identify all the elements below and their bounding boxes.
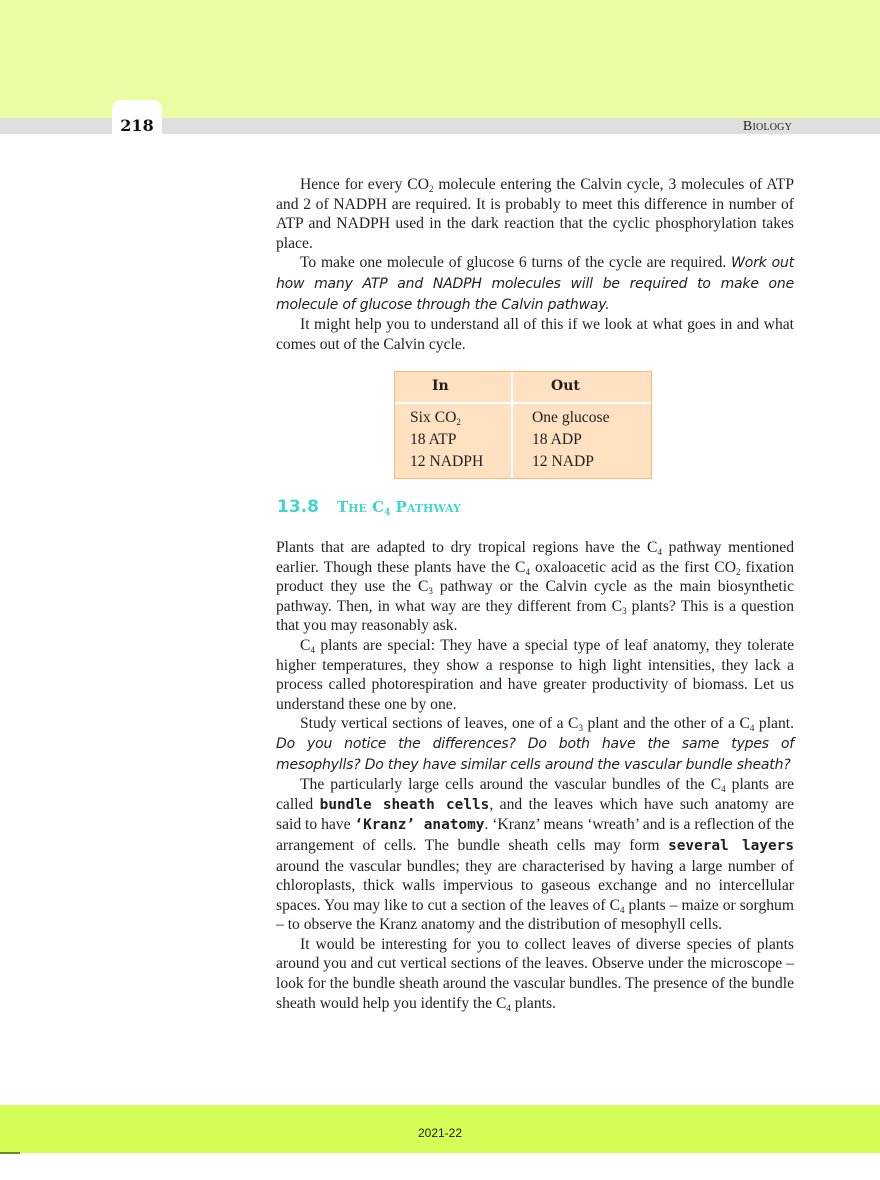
text: . ‘Kranz’ means ‘wreath’ and is a reflection of the arrangement of cells. The bundle sheath cells may form — [276, 816, 794, 854]
italic-question: Do you notice the differences? Do both have the same types of mesophylls? Do they have similar cells around the vascular bundle sheath? — [276, 735, 794, 773]
subscript: 4 — [657, 547, 662, 557]
paragraph — [276, 253, 794, 315]
subscript: 4 — [506, 1002, 511, 1013]
text: plants. — [510, 994, 556, 1012]
text: Hence for every CO — [300, 176, 429, 193]
paragraph: It might help you to understand all of this if we look at what goes in and what comes out of the Calvin cycle. — [276, 316, 794, 353]
text: pathway mentioned earlier. Though these plants have the C — [276, 539, 795, 576]
key-term: ‘Kranz’ anatomy — [354, 817, 485, 834]
text: around the vascular bundles; they are characterised by having a large number of chloroplasts, thick walls impervious to gaseous exchange and no intercellular spaces. You may like to cut a section of the leaves of C — [276, 857, 794, 914]
table-cell-in: 12 NADPH — [410, 453, 484, 470]
footer-year: 2021-22 — [417, 1126, 463, 1140]
running-head: Biology — [742, 119, 792, 134]
text: Six CO — [410, 409, 457, 426]
subscript: 4 — [525, 566, 530, 577]
table-cell-out: 18 ADP — [532, 431, 582, 448]
text: C — [300, 636, 311, 654]
text: Study vertical sections of leaves, one of a C — [300, 715, 579, 733]
text: fixation product they use the C — [276, 558, 795, 596]
section-number: 13.8 — [277, 497, 319, 517]
text: Pathway — [390, 498, 461, 516]
subscript: 2 — [735, 566, 741, 577]
paragraph — [276, 775, 794, 935]
key-term: bundle sheath cells — [319, 796, 490, 813]
subscript: 4 — [721, 784, 726, 795]
table-cell-in — [410, 407, 461, 429]
paragraph — [276, 636, 794, 714]
subscript: 2 — [428, 184, 434, 194]
text: Plants that are adapted to dry tropical regions have the C — [276, 539, 658, 556]
page-number: 218 — [120, 116, 154, 135]
text: plant. — [754, 715, 795, 733]
text: plants are called — [276, 776, 794, 813]
section-title — [337, 498, 461, 516]
paragraph — [276, 714, 794, 775]
italic-question: Work out how many ATP and NADPH molecules will be required to make one molecule of glucose through the Calvin pathway. — [276, 255, 794, 313]
text: plants are special: They have a special type of leaf anatomy, they tolerate higher temperatures, they show a response to high light intensities, they lack a process called photorespiration and have greater productivity of biomass. Let us understand these one by one. — [276, 636, 794, 713]
paragraph — [276, 175, 794, 253]
calvin-in-out-table — [394, 371, 652, 479]
table-header-out: Out — [551, 378, 580, 394]
intro-text — [276, 175, 794, 354]
subscript: 4 — [749, 723, 755, 734]
text: , and the leaves which have such anatomy are said to have — [276, 795, 794, 834]
section-body — [276, 538, 794, 1013]
paragraph — [276, 538, 794, 636]
text: pathway or the Calvin cycle as the main biosynthetic pathway. Then, in what way are they different from C — [276, 578, 794, 615]
text: molecule entering the Calvin cycle, 3 molecules of ATP and 2 of NADPH are required. It is probably to meet this difference in number of ATP and NADPH used in the dark reaction that the cyclic phosphorylation takes place. — [276, 176, 794, 252]
subscript: 2 — [456, 417, 461, 427]
subscript: 3 — [428, 586, 433, 597]
subscript: 4 — [384, 508, 391, 518]
row-divider — [395, 402, 651, 404]
subscript: 3 — [578, 723, 583, 734]
column-divider — [511, 372, 513, 478]
subscript: 4 — [310, 644, 315, 655]
table-cell-out: One glucose — [532, 409, 610, 426]
section-heading — [277, 497, 461, 517]
table-cell-out: 12 NADP — [532, 453, 594, 470]
table-header-in: In — [432, 378, 449, 394]
key-term: several layers — [668, 837, 794, 854]
footer-mark — [0, 1152, 20, 1154]
text: plants? This is a question that you may reasonably ask. — [276, 597, 794, 635]
paragraph — [276, 935, 794, 1013]
subscript: 3 — [622, 605, 627, 616]
text: It would be interesting for you to collect leaves of diverse species of plants around you and cut vertical sections of the leaves. Observe under the microscope – look for the bundle sheath around the vascular bundles. The presence of the bundle sheath would help you identify the C — [276, 935, 794, 1012]
text: oxaloacetic acid as the first CO — [529, 558, 736, 576]
text: The particularly large cells around the vascular bundles of the C — [300, 776, 722, 794]
table-cell-in: 18 ATP — [410, 431, 457, 448]
subscript: 4 — [620, 904, 625, 915]
text: To make one molecule of glucose 6 turns of the cycle are required. — [300, 254, 732, 272]
text: plant and the other of a C — [582, 715, 750, 733]
text: plants – maize or sorghum – to observe the Kranz anatomy and the distribution of mesophyll cells. — [276, 896, 794, 934]
text: The C — [336, 498, 385, 516]
